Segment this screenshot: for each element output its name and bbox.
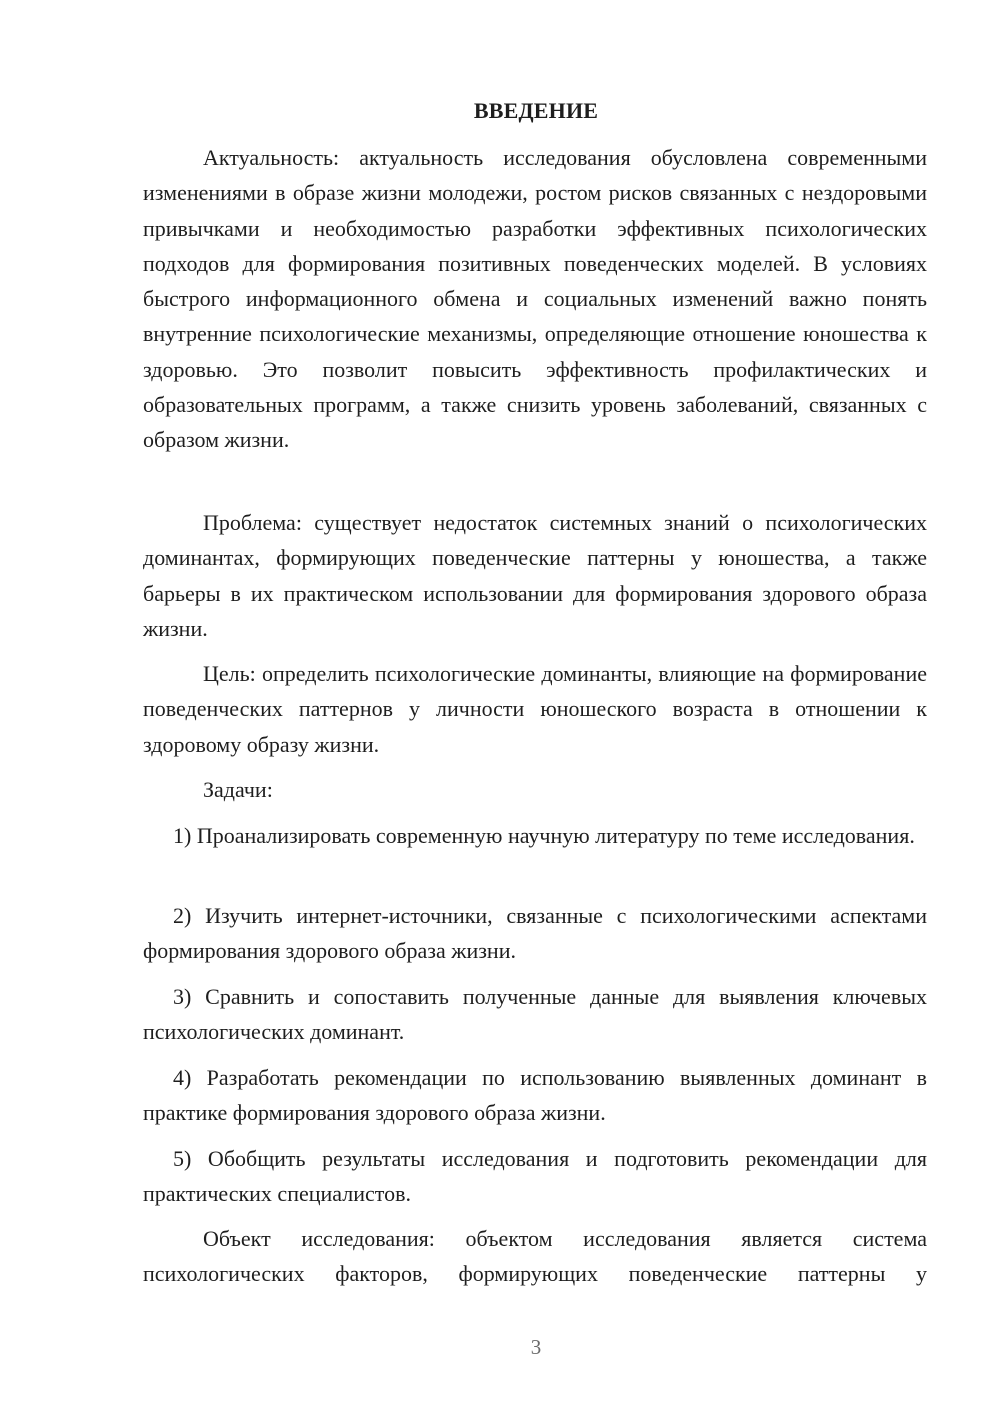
tasks-heading: Задачи:: [203, 777, 273, 802]
paragraph-problem: Проблема: существует недостаток системных знаний о психологических доминантах, формирующих поведенческие паттерны у юношества, а также барьеры в их практическом использовании для формирования здорового образа жизни.: [143, 510, 927, 641]
task-item-2: 2) Изучить интернет-источники, связанные с психологическими аспектами формирования здорового образа жизни.: [143, 903, 927, 964]
paragraph-object: Объект исследования: объектом исследования является система психологических факторов, формирующих поведенческие паттерны у: [143, 1226, 927, 1287]
task-item-3: 3) Сравнить и сопоставить полученные данные для выявления ключевых психологических доминант.: [143, 984, 927, 1045]
task-item-5: 5) Обобщить результаты исследования и подготовить рекомендации для практических специалистов.: [143, 1146, 927, 1207]
page-title: ВВЕДЕНИЕ: [473, 98, 599, 123]
page-number: 3: [530, 1335, 542, 1359]
paragraph-goal: Цель: определить психологические доминанты, влияющие на формирование поведенческих паттернов у личности юношеского возраста в отношении к здоровому образу жизни.: [143, 661, 927, 757]
task-item-4: 4) Разработать рекомендации по использованию выявленных доминант в практике формирования здорового образа жизни.: [143, 1065, 927, 1126]
paragraph-relevance: Актуальность: актуальность исследования обусловлена современными изменениями в образе жизни молодежи, ростом рисков связанных с нездоровыми привычками и необходимостью разработки эффективных психологических подходов для формирования позитивных поведенческих моделей. В условиях быстрого информационного обмена и социальных изменений важно понять внутренние психологические механизмы, определяющие отношение юношества к здоровью. Это позволит повысить эффективность профилактических и образовательных программ, а также снизить уровень заболеваний, связанных с образом жизни.: [143, 145, 927, 453]
task-item-1: 1) Проанализировать современную научную литературу по теме исследования.: [173, 823, 915, 848]
